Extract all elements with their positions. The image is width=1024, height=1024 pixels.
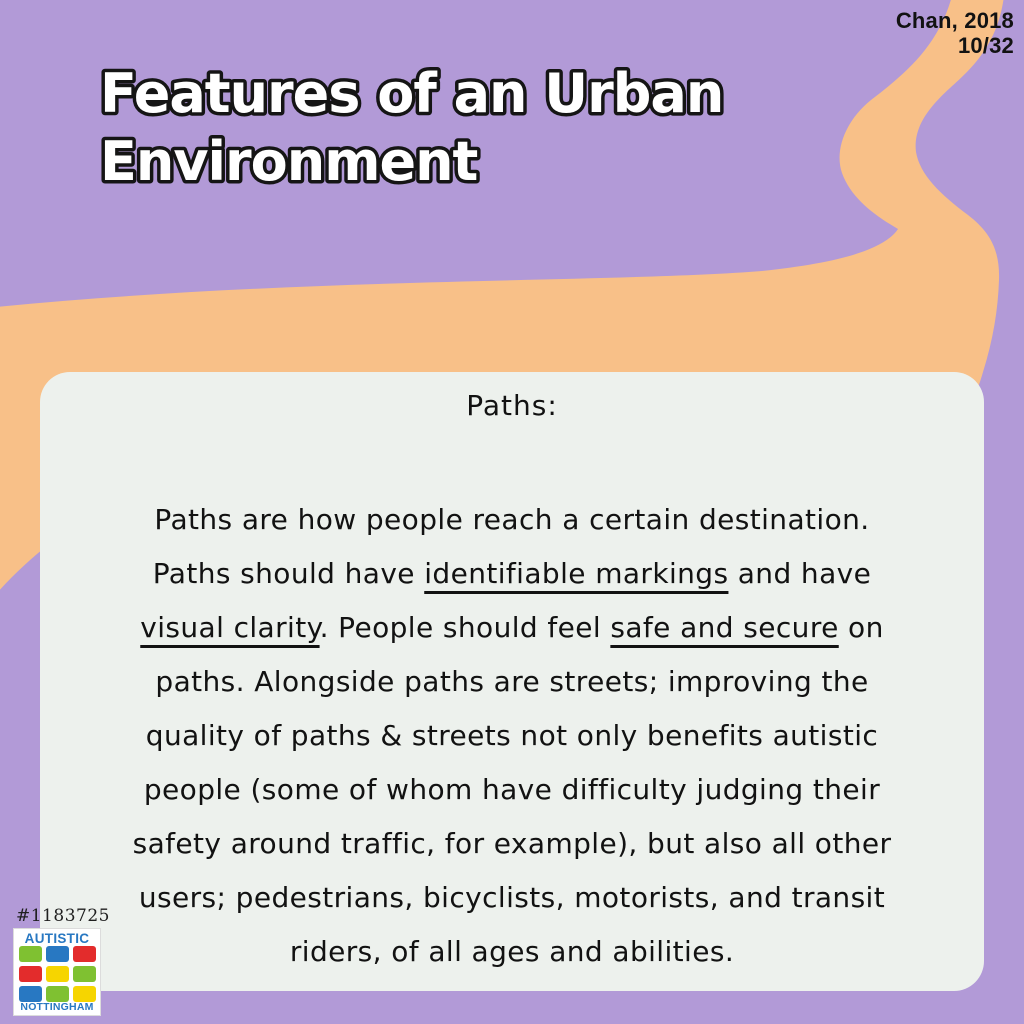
logo-ref-number: #1183725 — [16, 906, 110, 926]
text-segment: Paths are how people reach a certain destination. — [154, 503, 870, 536]
paragraph-line — [60, 871, 964, 925]
logo-color-grid — [19, 946, 96, 1002]
paragraph-line — [60, 601, 964, 655]
underlined-phrase: visual clarity — [140, 611, 320, 644]
paragraph-line — [60, 763, 964, 817]
paragraph-line — [60, 493, 964, 547]
logo-text-nottingham: NOTTINGHAM — [20, 1001, 94, 1013]
text-segment: on — [838, 611, 884, 644]
text-segment: people (some of whom have difficulty judging their — [143, 773, 881, 806]
text-segment: . People should feel — [319, 611, 611, 644]
logo-grid-cell-yellow — [73, 986, 96, 1002]
paragraph-line — [60, 925, 964, 979]
logo-grid-cell-blue — [46, 946, 69, 962]
text-segment: safety around traffic, for example), but also all other — [132, 827, 892, 860]
text-segment: Paths should have — [152, 557, 425, 590]
logo-text-autistic: AUTISTIC — [24, 931, 90, 946]
logo-grid-cell-yellow — [46, 966, 69, 982]
paragraph-line — [60, 655, 964, 709]
text-segment: users; pedestrians, bicyclists, motorists, and transit — [138, 881, 886, 914]
citation — [896, 8, 1014, 58]
text-segment: quality of paths & streets not only benefits autistic — [145, 719, 879, 752]
underlined-phrase: identifiable markings — [424, 557, 729, 590]
autistic-nottingham-logo — [13, 928, 101, 1016]
paragraph-line — [60, 817, 964, 871]
card-paragraph — [60, 493, 964, 979]
logo-grid-cell-green — [46, 986, 69, 1002]
logo-grid-cell-blue — [19, 986, 42, 1002]
citation-source: Chan, 2018 — [895, 8, 1014, 33]
logo-grid-cell-red — [73, 946, 96, 962]
logo-grid-cell-red — [19, 966, 42, 982]
title-line-2: Environment — [100, 130, 478, 193]
underlined-phrase: safe and secure — [610, 611, 839, 644]
paragraph-line — [60, 709, 964, 763]
text-segment: riders, of all ages and abilities. — [289, 935, 735, 968]
title-line-1: Features of an Urban — [100, 62, 724, 125]
card-heading: Paths: — [466, 389, 558, 422]
citation-page-number: 10/32 — [957, 33, 1014, 58]
logo-grid-cell-green — [73, 966, 96, 982]
content-card — [40, 372, 984, 991]
paragraph-line — [60, 547, 964, 601]
text-segment: and have — [728, 557, 872, 590]
text-segment: paths. Alongside paths are streets; improving the — [155, 665, 869, 698]
logo-grid-cell-green — [19, 946, 42, 962]
